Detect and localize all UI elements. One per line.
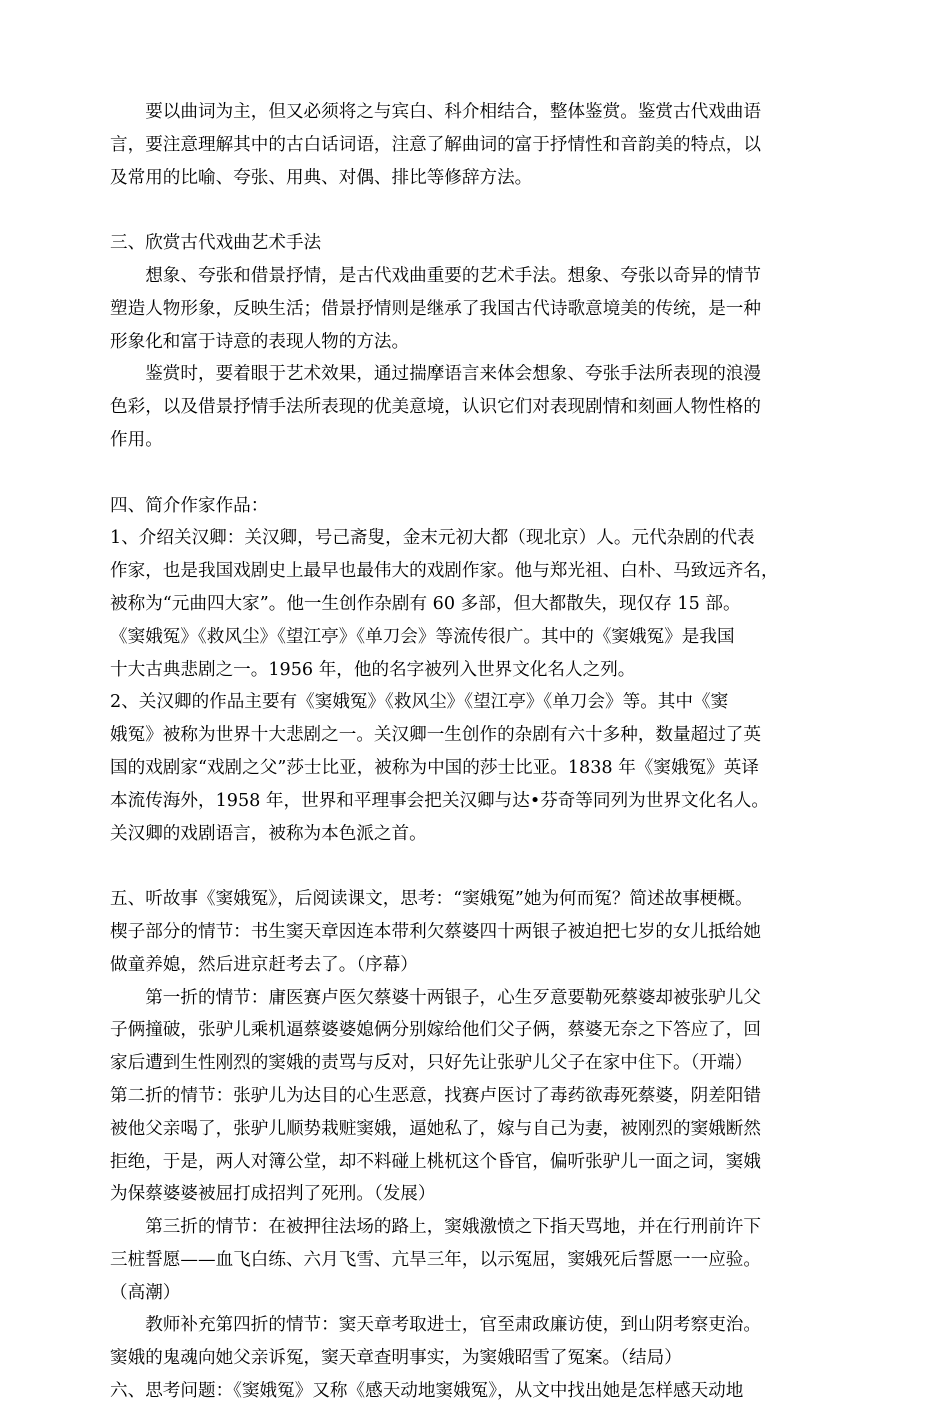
text-line: 被称为“元曲四大家”。他一生创作杂剧有 60 多部，但大都散失，现仅存 15 部。 bbox=[110, 593, 741, 614]
text-line: 及常用的比喻、夸张、用典、对偶、排比等修辞方法。 bbox=[110, 167, 533, 188]
text-line: 想象、夸张和借景抒情，是古代戏曲重要的艺术手法。想象、夸张以奇异的情节 bbox=[110, 265, 761, 286]
text-line: 形象化和富于诗意的表现人物的方法。 bbox=[110, 331, 410, 352]
text-line: 本流传海外，1958 年，世界和平理事会把关汉卿与达•芬奇等同列为世界文化名人。 bbox=[110, 790, 769, 811]
text-line: 第二折的情节：张驴儿为达目的心生恶意，找赛卢医讨了毒药欲毒死蔡婆，阴差阳错 bbox=[110, 1085, 761, 1106]
text-line: 2、关汉卿的作品主要有《窦娥冤》《救风尘》《望江亭》《单刀会》等。其中《窦 bbox=[110, 692, 729, 713]
text-line: （高潮） bbox=[110, 1282, 181, 1303]
blank-line bbox=[110, 850, 840, 883]
text-line: 《窦娥冤》《救风尘》《望江亭》《单刀会》等流传很广。其中的《窦娥冤》是我国 bbox=[110, 626, 735, 647]
blank-line bbox=[110, 194, 840, 227]
text-line: 家后遭到生性刚烈的窦娥的责骂与反对，只好先让张驴儿父子在家中住下。（开端） bbox=[110, 1053, 753, 1074]
text-line: 拒绝，于是，两人对簿公堂，却不料碰上桃杌这个昏官，偏听张驴儿一面之词，窦娥 bbox=[110, 1151, 761, 1172]
text-line: 第一折的情节：庸医赛卢医欠蔡婆十两银子，心生歹意要勒死蔡婆却被张驴儿父 bbox=[110, 987, 761, 1008]
text-line: 鉴赏时，要着眼于艺术效果，通过揣摩语言来体会想象、夸张手法所表现的浪漫 bbox=[110, 364, 761, 385]
text-line: 楔子部分的情节：书生窦天章因连本带利欠蔡婆四十两银子被迫把七岁的女儿抵给她 bbox=[110, 921, 761, 942]
text-line: 被他父亲喝了，张驴儿顺势栽赃窦娥，逼她私了，嫁与自己为妻，被刚烈的窦娥断然 bbox=[110, 1118, 761, 1139]
text-line: 为保蔡婆婆被屈打成招判了死刑。（发展） bbox=[110, 1184, 436, 1205]
text-line: 色彩，以及借景抒情手法所表现的优美意境，认识它们对表现剧情和刻画人物性格的 bbox=[110, 397, 761, 418]
text-line: 窦娥的鬼魂向她父亲诉冤，窦天章查明事实，为窦娥昭雪了冤案。（结局） bbox=[110, 1348, 682, 1369]
text-line: 娥冤》被称为世界十大悲剧之一。关汉卿一生创作的杂剧有六十多种，数量超过了英 bbox=[110, 725, 761, 746]
text-line: 十大古典悲剧之一。1956 年，他的名字被列入世界文化名人之列。 bbox=[110, 659, 636, 680]
section-heading: 四、简介作家作品： bbox=[110, 495, 269, 516]
text-line: 第三折的情节：在被押往法场的路上，窦娥激愤之下指天骂地，并在行刑前许下 bbox=[110, 1217, 761, 1238]
text-line: 作用。 bbox=[110, 429, 163, 450]
text-line: 关汉卿的戏剧语言，被称为本色派之首。 bbox=[110, 823, 427, 844]
text-line: 教师补充第四折的情节：窦天章考取进士，官至肃政廉访使，到山阴考察吏治。 bbox=[110, 1315, 761, 1336]
text-line: 要以曲词为主，但又必须将之与宾白、科介相结合，整体鉴赏。鉴赏古代戏曲语 bbox=[110, 102, 761, 122]
document-body bbox=[110, 96, 840, 1408]
text-line: 三桩誓愿——血飞白练、六月飞雪、亢旱三年，以示冤屈，窦娥死后誓愿一一应验。 bbox=[110, 1249, 761, 1270]
text-line: 子俩撞破，张驴儿乘机逼蔡婆婆媳俩分别嫁给他们父子俩，蔡婆无奈之下答应了，回 bbox=[110, 1020, 761, 1041]
blank-line bbox=[110, 457, 840, 490]
section-heading: 六、思考问题：《窦娥冤》又称《感天动地窦娥冤》，从文中找出她是怎样感天动地 bbox=[110, 1381, 744, 1402]
text-line: 1、介绍关汉卿：关汉卿，号己斋叟，金末元初大都（现北京）人。元代杂剧的代表 bbox=[110, 528, 755, 549]
text-line: 做童养媳，然后进京赶考去了。（序幕） bbox=[110, 954, 418, 975]
text-line: 国的戏剧家“戏剧之父”莎士比亚，被称为中国的莎士比亚。1838 年《窦娥冤》英译 bbox=[110, 757, 759, 778]
section-heading: 三、欣赏古代戏曲艺术手法 bbox=[110, 233, 322, 254]
text-line: 塑造人物形象，反映生活；借景抒情则是继承了我国古代诗歌意境美的传统，是一种 bbox=[110, 298, 761, 319]
text-line: 言，要注意理解其中的古白话词语，注意了解曲词的富于抒情性和音韵美的特点，以 bbox=[110, 134, 761, 155]
text-line: 作家，也是我国戏剧史上最早也最伟大的戏剧作家。他与郑光祖、白朴、马致远齐名， bbox=[110, 561, 779, 582]
section-heading: 五、听故事《窦娥冤》，后阅读课文，思考：“窦娥冤”她为何而冤？简述故事梗概。 bbox=[110, 889, 753, 910]
